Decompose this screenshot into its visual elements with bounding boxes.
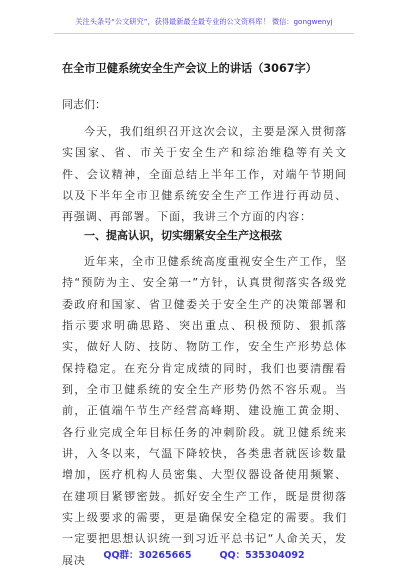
header-divider [54,33,354,34]
salutation: 同志们： [62,98,106,111]
footer-contact [0,547,408,561]
document-title: 在全市卫健系统安全生产会议上的讲话（3067字） [62,62,317,75]
paragraph-section-1: 近年来，全市卫健系统高度重视安全生产工作，坚持“预防为主、安全第一”方针，认真贯彻落实各级党委政府和国家、省卫健委关于安全生产的决策部署和指示要求明确思路、突出重点、积极预防、狠抓落实，做好人防、技防、物防工作，安全生产形势总体保持稳定。在充分肯定成绩的同时，我们也要清醒看到，全市卫健系统的安全生产形势仍然不容乐观。当前，正值端午节生产经营高峰期、建设施工黄金期、各行业完成全年目标任务的冲刺阶段。就卫健系统来讲，入冬以来，气温下降较快，各类患者就医诊数量增加，医疗机构人员密集、大型仪器设备使用频繁、在建项目紧锣密鼓。抓好安全生产工作，既是贯彻落实上级要求的需要，更是确保安全稳定的需要。我们一定要把思想认识统一到习近平总书记“人命关天，发展决 [62,255,347,567]
footer-qq-group: QQ群：30265665 [103,550,192,561]
paragraph-opening: 今天，我们组织召开这次会议，主要是深入贯彻落实国家、省、市关于安全生产和综治维稳等有关文件、会议精神，全面总结上半年工作，对端午节期间以及下半年全市卫健系统安全生产工作进行再动员、再强调、再部署。下面，我讲三个方面的内容： [62,125,347,224]
footer-qq-number: QQ：535304092 [219,550,305,561]
header-banner: 关注头条号“公文研究”，获得最新最全最专业的公文资料库！ 微信：gongwenyj [75,17,333,26]
section-heading-1: 一、提高认识，切实绷紧安全生产这根弦 [84,229,282,242]
